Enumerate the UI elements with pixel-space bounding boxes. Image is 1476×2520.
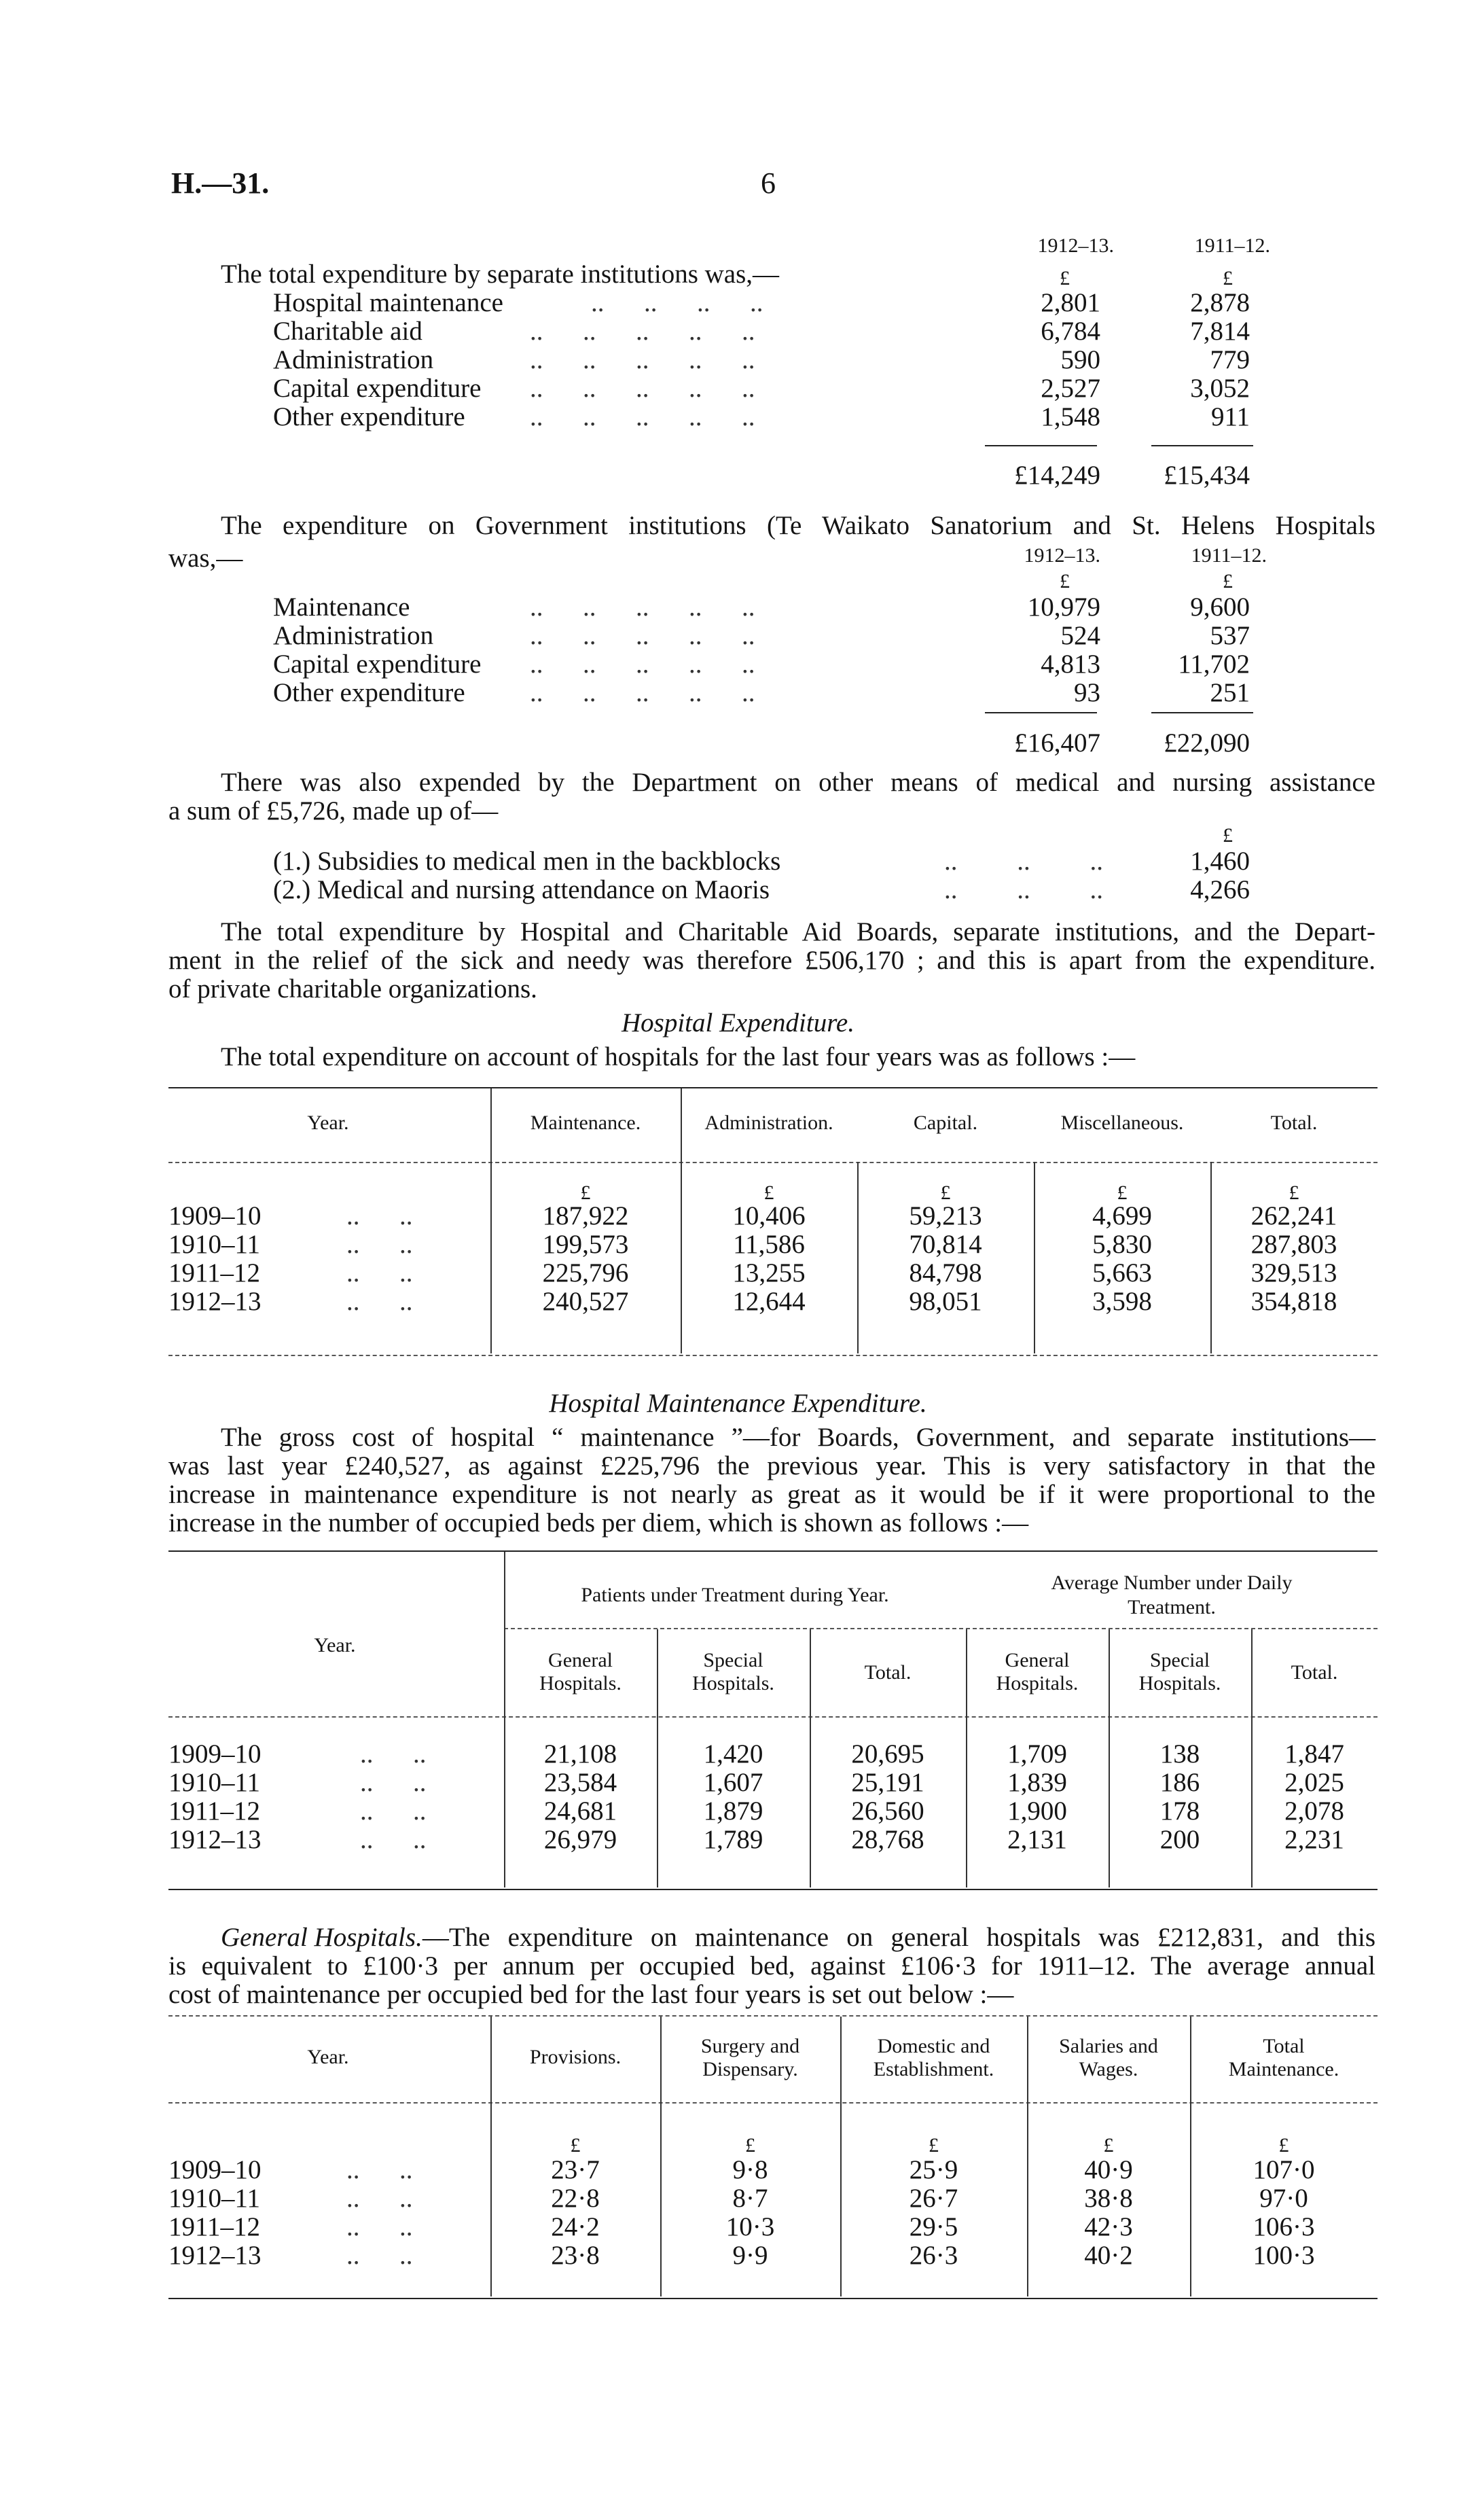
item-value: 4,266 bbox=[1190, 875, 1250, 904]
patients-general-cell: 21,108 bbox=[543, 1739, 617, 1769]
average-total-cell: 1,847 bbox=[1284, 1739, 1344, 1769]
administration-cell: 13,255 bbox=[732, 1258, 806, 1288]
salaries-cell: 38·8 bbox=[1084, 2184, 1133, 2213]
total-1912: £16,407 bbox=[1014, 728, 1100, 758]
sub-header-special: Special bbox=[703, 1649, 763, 1671]
unit-pound-1: £ bbox=[1060, 570, 1070, 592]
unit-pound-2: £ bbox=[1223, 267, 1233, 289]
item-value: 1,460 bbox=[1190, 847, 1250, 876]
average-total-cell: 2,078 bbox=[1284, 1796, 1344, 1826]
value-1911: 251 bbox=[1210, 678, 1250, 707]
year-cell: 1912–13 bbox=[168, 1287, 262, 1316]
leader-dots: .. .. .. .. .. bbox=[530, 592, 755, 622]
unit-pound: £ bbox=[1117, 1182, 1128, 1204]
leader-dots: .. .. .. .. .. bbox=[530, 345, 755, 374]
col-header-total: Maintenance. bbox=[1228, 2058, 1339, 2080]
leader-dots: .. .. .. .. .. bbox=[530, 317, 755, 346]
table-bottom-rule bbox=[168, 1889, 1378, 1890]
col-header-salaries: Wages. bbox=[1079, 2058, 1138, 2080]
value-1912: 590 bbox=[1060, 345, 1100, 374]
provisions-cell: 23·7 bbox=[551, 2155, 600, 2184]
average-general-cell: 1,709 bbox=[1007, 1739, 1067, 1769]
average-general-cell: 2,131 bbox=[1007, 1825, 1067, 1854]
col-header-total: Total bbox=[1263, 2035, 1305, 2057]
leader-dots: .. .. .. .. .. bbox=[530, 402, 755, 431]
table-bottom-rule bbox=[168, 1355, 1378, 1356]
leader-dots: .. .. .. .. .. bbox=[530, 650, 755, 679]
sub-header-general: General bbox=[548, 1649, 613, 1671]
domestic-cell: 26·7 bbox=[909, 2184, 958, 2213]
year-cell: 1909–10 bbox=[168, 1201, 262, 1230]
leader-dots: .. .. .. .. .. bbox=[530, 678, 755, 707]
salaries-cell: 40·9 bbox=[1084, 2155, 1133, 2184]
patients-total-cell: 20,695 bbox=[851, 1739, 924, 1769]
paragraph-line: is equivalent to £100·3 per annum per occupied bed, against £106·3 for 1911–12. The average annual bbox=[168, 1951, 1375, 1981]
table-top-rule bbox=[168, 1550, 1378, 1552]
patients-total-cell: 26,560 bbox=[851, 1796, 924, 1826]
domestic-cell: 25·9 bbox=[909, 2155, 958, 2184]
sub-header-general: Hospitals. bbox=[996, 1672, 1079, 1694]
unit-pound-1: £ bbox=[1060, 267, 1070, 289]
sum-rule bbox=[985, 712, 1097, 713]
col-header-year: Year. bbox=[307, 1112, 349, 1134]
leader-dots: .. .. bbox=[346, 1230, 413, 1259]
col-header-salaries: Salaries and bbox=[1059, 2035, 1158, 2057]
sub-header-special: Hospitals. bbox=[1138, 1672, 1221, 1694]
paragraph-line: The gross cost of hospital “ maintenance ”—for Boards, Government, and separate institutions— bbox=[221, 1423, 1375, 1452]
row-label: Other expenditure bbox=[273, 402, 465, 431]
unit-pound: £ bbox=[1223, 824, 1233, 847]
maintenance-cell: 240,527 bbox=[542, 1287, 629, 1316]
sum-rule bbox=[985, 445, 1097, 446]
paragraph-line bbox=[221, 1923, 1375, 1953]
leader-dots: .. .. bbox=[346, 1201, 413, 1230]
capital-cell: 59,213 bbox=[909, 1201, 982, 1230]
header-rule bbox=[168, 2102, 1378, 2104]
col-header-year: Year. bbox=[307, 2046, 349, 2068]
total-cell: 329,513 bbox=[1250, 1258, 1337, 1288]
paragraph-line: increase in the number of occupied beds per diem, which is shown as follows :— bbox=[168, 1508, 1029, 1538]
value-1912: 10,979 bbox=[1027, 592, 1100, 622]
total-cell: 97·0 bbox=[1259, 2184, 1308, 2213]
leader-dots: .. .. bbox=[360, 1825, 427, 1854]
paragraph-line: was last year £240,527, as against £225,796 the previous year. This is very satisfactory in that the bbox=[168, 1451, 1375, 1480]
leader-dots: .. .. .. .. bbox=[591, 288, 763, 317]
surgery-cell: 9·8 bbox=[732, 2155, 768, 2184]
patients-total-cell: 25,191 bbox=[851, 1768, 924, 1797]
table-top-rule bbox=[168, 1087, 1378, 1088]
leader-dots: .. .. .. bbox=[944, 847, 1103, 876]
misc-cell: 3,598 bbox=[1092, 1287, 1152, 1316]
row-label: Charitable aid bbox=[273, 317, 422, 346]
paragraph-line: of private charitable organizations. bbox=[168, 974, 537, 1004]
col-header-domestic: Establishment. bbox=[873, 2058, 994, 2080]
col-header-1912-13: 1912–13. bbox=[1037, 234, 1114, 257]
domestic-cell: 26·3 bbox=[909, 2241, 958, 2270]
leader-dots: .. .. bbox=[346, 2155, 413, 2184]
col-header-1912-13: 1912–13. bbox=[1024, 544, 1100, 567]
value-1911: 3,052 bbox=[1190, 374, 1250, 403]
leader-dots: .. .. bbox=[346, 1287, 413, 1316]
value-1911: 779 bbox=[1210, 345, 1250, 374]
maintenance-cell: 187,922 bbox=[542, 1201, 629, 1230]
administration-cell: 12,644 bbox=[732, 1287, 806, 1316]
paragraph-line: ment in the relief of the sick and needy was therefore £506,170 ; and this is apart from the expenditure. bbox=[168, 946, 1375, 975]
leader-dots: .. .. .. bbox=[944, 875, 1103, 904]
sub-header-special: Hospitals. bbox=[692, 1672, 774, 1694]
year-cell: 1911–12 bbox=[168, 1258, 261, 1288]
year-cell: 1911–12 bbox=[168, 2212, 261, 2241]
leader-dots: .. .. bbox=[346, 2212, 413, 2241]
year-cell: 1911–12 bbox=[168, 1796, 261, 1826]
sub-header-special: Special bbox=[1149, 1649, 1210, 1671]
intro-text: The total expenditure by separate institutions was,— bbox=[221, 260, 780, 289]
administration-cell: 11,586 bbox=[733, 1230, 805, 1259]
leader-dots: .. .. bbox=[346, 2184, 413, 2213]
patients-general-cell: 26,979 bbox=[543, 1825, 617, 1854]
total-cell: 287,803 bbox=[1250, 1230, 1337, 1259]
paragraph-line: increase in maintenance expenditure is not nearly as great as it would be if it were proportional to the bbox=[168, 1480, 1375, 1509]
group-header-patients: Patients under Treatment during Year. bbox=[581, 1584, 889, 1606]
year-cell: 1912–13 bbox=[168, 2241, 262, 2270]
col-header-surgery: Dispensary. bbox=[702, 2058, 798, 2080]
value-1912: 93 bbox=[1074, 678, 1100, 707]
col-header-miscellaneous: Miscellaneous. bbox=[1060, 1112, 1184, 1134]
misc-cell: 4,699 bbox=[1092, 1201, 1152, 1230]
item-label: (2.) Medical and nursing attendance on Maoris bbox=[273, 875, 770, 904]
value-1912: 2,527 bbox=[1041, 374, 1100, 403]
unit-pound: £ bbox=[763, 1182, 774, 1204]
total-cell: 100·3 bbox=[1253, 2241, 1315, 2270]
item-label: (1.) Subsidies to medical men in the backblocks bbox=[273, 847, 781, 876]
unit-pound-2: £ bbox=[1223, 570, 1233, 592]
leader-dots: .. .. bbox=[360, 1796, 427, 1826]
unit-pound: £ bbox=[1289, 1182, 1299, 1204]
value-1912: 4,813 bbox=[1041, 650, 1100, 679]
value-1911: 9,600 bbox=[1190, 592, 1250, 622]
average-total-cell: 2,025 bbox=[1284, 1768, 1344, 1797]
leader-dots: .. .. bbox=[360, 1768, 427, 1797]
table-bottom-rule bbox=[168, 2298, 1378, 2299]
paragraph-line: There was also expended by the Department on other means of medical and nursing assistance bbox=[221, 768, 1375, 797]
average-special-cell: 186 bbox=[1159, 1768, 1200, 1797]
header-rule bbox=[168, 1162, 1378, 1163]
average-total-cell: 2,231 bbox=[1284, 1825, 1344, 1854]
value-1911: 2,878 bbox=[1190, 288, 1250, 317]
total-cell: 262,241 bbox=[1250, 1201, 1337, 1230]
capital-cell: 84,798 bbox=[909, 1258, 982, 1288]
section-heading: Hospital Expenditure. bbox=[621, 1008, 854, 1037]
col-header-1911-12: 1911–12. bbox=[1191, 544, 1267, 567]
leader-dots: .. .. .. .. .. bbox=[530, 374, 755, 403]
row-label: Administration bbox=[273, 621, 434, 650]
year-cell: 1910–11 bbox=[168, 1768, 261, 1797]
document-reference: H.—31. bbox=[171, 166, 270, 200]
value-1912: 524 bbox=[1060, 621, 1100, 650]
row-label: Capital expenditure bbox=[273, 650, 482, 679]
group-header-average: Average Number under Daily bbox=[1051, 1572, 1293, 1594]
row-label: Other expenditure bbox=[273, 678, 465, 707]
year-cell: 1910–11 bbox=[168, 2184, 261, 2213]
sum-rule bbox=[1151, 712, 1253, 713]
year-cell: 1912–13 bbox=[168, 1825, 262, 1854]
page-number: 6 bbox=[761, 166, 776, 200]
total-cell: 107·0 bbox=[1253, 2155, 1315, 2184]
col-header-capital: Capital. bbox=[913, 1112, 978, 1134]
leader-dots: .. .. bbox=[360, 1739, 427, 1769]
col-header-1911-12: 1911–12. bbox=[1194, 234, 1270, 257]
group-rule bbox=[504, 1628, 1378, 1629]
maintenance-cell: 199,573 bbox=[542, 1230, 629, 1259]
intro-line-1: The expenditure on Government institutions (Te Waikato Sanatorium and St. Helens Hospitals bbox=[221, 511, 1375, 540]
col-header-year: Year. bbox=[314, 1634, 356, 1656]
sub-header-total: Total. bbox=[864, 1661, 912, 1684]
domestic-cell: 29·5 bbox=[909, 2212, 958, 2241]
total-1911: £15,434 bbox=[1164, 461, 1250, 490]
total-1912: £14,249 bbox=[1014, 461, 1100, 490]
patients-total-cell: 28,768 bbox=[851, 1825, 924, 1854]
provisions-cell: 24·2 bbox=[551, 2212, 600, 2241]
paragraph-line: a sum of £5,726, made up of— bbox=[168, 796, 499, 826]
administration-cell: 10,406 bbox=[732, 1201, 806, 1230]
intro-line-2: was,— bbox=[168, 544, 243, 573]
col-header-administration: Administration. bbox=[704, 1112, 833, 1134]
row-label: Capital expenditure bbox=[273, 374, 482, 403]
salaries-cell: 40·2 bbox=[1084, 2241, 1133, 2270]
sum-rule bbox=[1151, 445, 1253, 446]
value-1912: 1,548 bbox=[1041, 402, 1100, 431]
value-1911: 11,702 bbox=[1178, 650, 1250, 679]
section-heading: Hospital Maintenance Expenditure. bbox=[549, 1389, 927, 1418]
paragraph-line: cost of maintenance per occupied bed for the last four years is set out below :— bbox=[168, 1980, 1014, 2009]
misc-cell: 5,830 bbox=[1092, 1230, 1152, 1259]
unit-pound: £ bbox=[1103, 2134, 1114, 2157]
provisions-cell: 23·8 bbox=[551, 2241, 600, 2270]
leader-dots: .. .. bbox=[346, 2241, 413, 2270]
paragraph-line: The total expenditure by Hospital and Charitable Aid Boards, separate institutions, and the Depart- bbox=[221, 917, 1375, 946]
average-special-cell: 200 bbox=[1159, 1825, 1200, 1854]
value-1912: 6,784 bbox=[1041, 317, 1100, 346]
line-rest: —The expenditure on maintenance on general hospitals was £212,831, and this bbox=[422, 1923, 1375, 1952]
capital-cell: 70,814 bbox=[909, 1230, 982, 1259]
patients-general-cell: 23,584 bbox=[543, 1768, 617, 1797]
year-cell: 1910–11 bbox=[168, 1230, 261, 1259]
sub-header-total: Total. bbox=[1291, 1661, 1338, 1684]
unit-pound: £ bbox=[745, 2134, 755, 2157]
intro-text: The total expenditure on account of hospitals for the last four years was as follows :— bbox=[221, 1042, 1136, 1071]
provisions-cell: 22·8 bbox=[551, 2184, 600, 2213]
col-header-surgery: Surgery and bbox=[700, 2035, 800, 2057]
surgery-cell: 8·7 bbox=[732, 2184, 768, 2213]
misc-cell: 5,663 bbox=[1092, 1258, 1152, 1288]
col-header-total: Total. bbox=[1270, 1112, 1318, 1134]
patients-special-cell: 1,607 bbox=[703, 1768, 763, 1797]
leader-dots: .. .. bbox=[346, 1258, 413, 1288]
table-top-rule bbox=[168, 2015, 1378, 2017]
average-general-cell: 1,839 bbox=[1007, 1768, 1067, 1797]
unit-pound: £ bbox=[940, 1182, 951, 1204]
average-special-cell: 178 bbox=[1159, 1796, 1200, 1826]
sub-header-general: Hospitals. bbox=[539, 1672, 622, 1694]
lead-in: General Hospitals. bbox=[221, 1923, 422, 1952]
header-rule bbox=[168, 1716, 1378, 1718]
row-label: Hospital maintenance bbox=[273, 288, 503, 317]
total-cell: 106·3 bbox=[1253, 2212, 1315, 2241]
unit-pound: £ bbox=[929, 2134, 939, 2157]
value-1911: 537 bbox=[1210, 621, 1250, 650]
col-header-provisions: Provisions. bbox=[529, 2046, 622, 2068]
value-1911: 7,814 bbox=[1190, 317, 1250, 346]
sub-header-general: General bbox=[1005, 1649, 1070, 1671]
year-cell: 1909–10 bbox=[168, 1739, 262, 1769]
unit-pound: £ bbox=[580, 1182, 591, 1204]
unit-pound: £ bbox=[1278, 2134, 1289, 2157]
value-1912: 2,801 bbox=[1041, 288, 1100, 317]
row-label: Maintenance bbox=[273, 592, 410, 622]
total-1911: £22,090 bbox=[1164, 728, 1250, 758]
row-label: Administration bbox=[273, 345, 434, 374]
patients-special-cell: 1,789 bbox=[703, 1825, 763, 1854]
average-general-cell: 1,900 bbox=[1007, 1796, 1067, 1826]
capital-cell: 98,051 bbox=[909, 1287, 982, 1316]
year-cell: 1909–10 bbox=[168, 2155, 262, 2184]
leader-dots: .. .. .. .. .. bbox=[530, 621, 755, 650]
surgery-cell: 10·3 bbox=[725, 2212, 775, 2241]
col-header-domestic: Domestic and bbox=[877, 2035, 990, 2057]
value-1911: 911 bbox=[1210, 402, 1250, 431]
unit-pound: £ bbox=[570, 2134, 581, 2157]
surgery-cell: 9·9 bbox=[732, 2241, 768, 2270]
maintenance-cell: 225,796 bbox=[542, 1258, 629, 1288]
total-cell: 354,818 bbox=[1250, 1287, 1337, 1316]
patients-special-cell: 1,420 bbox=[703, 1739, 763, 1769]
salaries-cell: 42·3 bbox=[1084, 2212, 1133, 2241]
col-header-maintenance: Maintenance. bbox=[530, 1112, 641, 1134]
patients-general-cell: 24,681 bbox=[543, 1796, 617, 1826]
average-special-cell: 138 bbox=[1159, 1739, 1200, 1769]
patients-special-cell: 1,879 bbox=[703, 1796, 763, 1826]
group-header-average: Treatment. bbox=[1128, 1596, 1216, 1618]
